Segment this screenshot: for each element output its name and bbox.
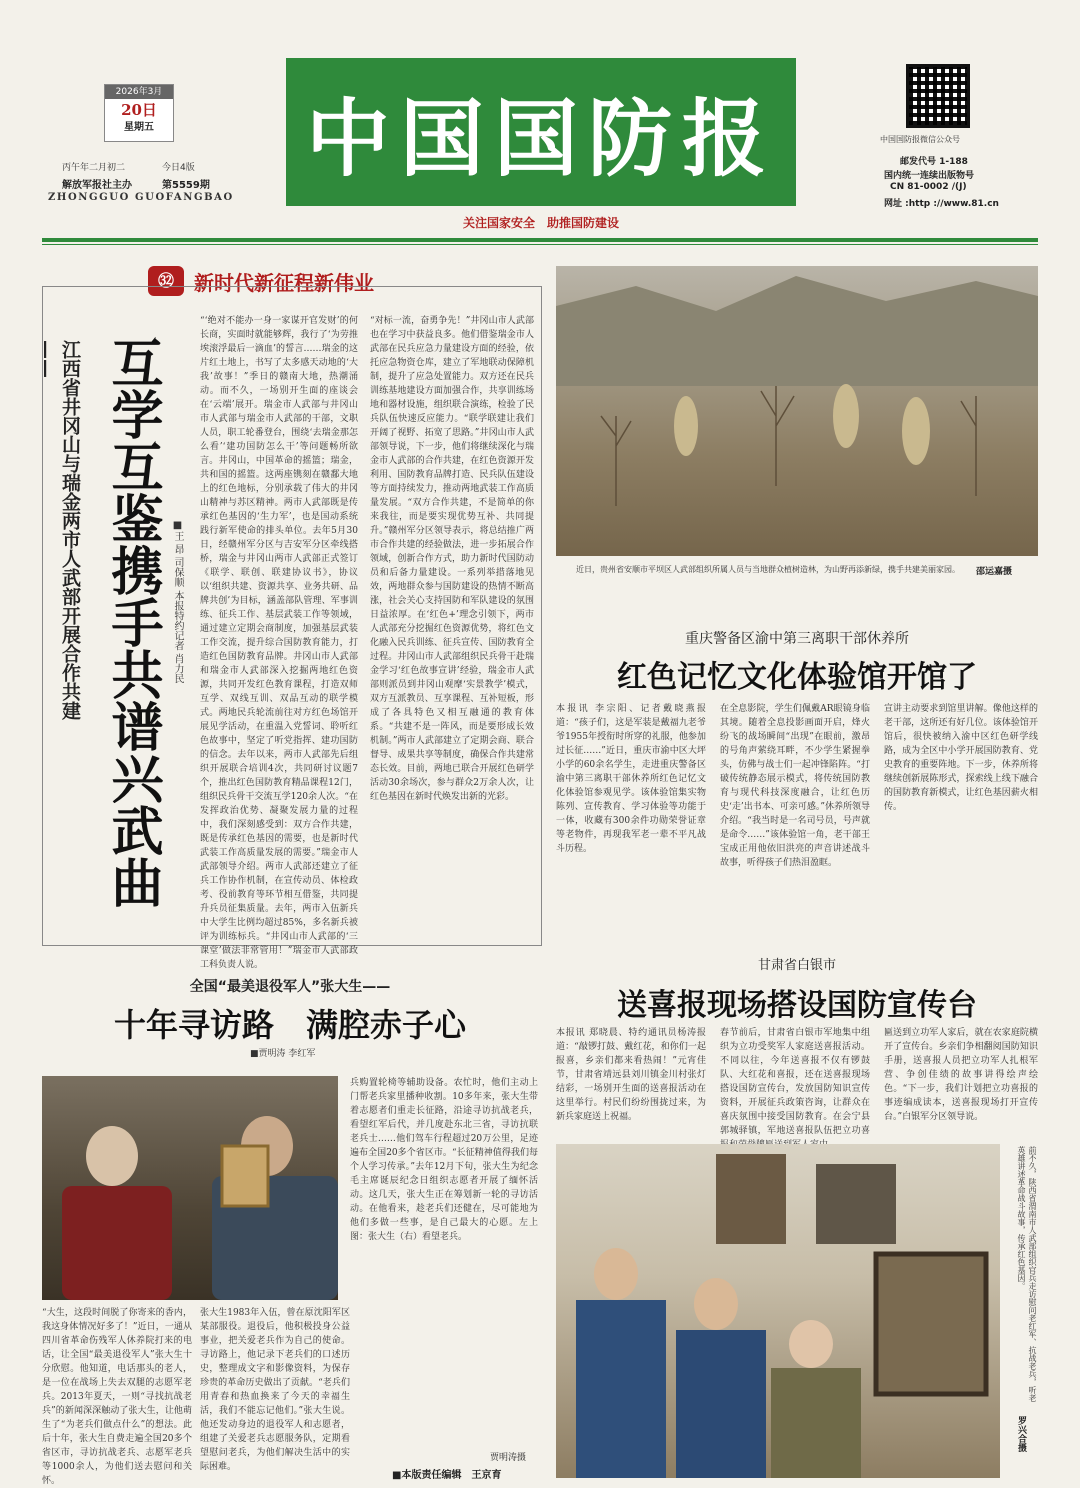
story2-kicker: 重庆警备区渝中第三离职干部休养所 bbox=[685, 631, 909, 647]
weekday: 星期五 bbox=[124, 122, 154, 133]
story2-column-3: 宣讲主动要求到馆里讲解。像他这样的老干部，这所还有好几位。该体验馆开馆后，很快被纳入渝中区红色研学线路，成为全区中小学开展国防教育、党史教育的重要阵地。下一步，休养所将继续创新展陈形式，探索线上线下融合的国防教育新模式，让红色基因薪火相传。 bbox=[884, 704, 1038, 812]
pinyin-title: ZHONGGUO GUOFANGBAO bbox=[48, 192, 234, 203]
page-count: 今日4版 bbox=[162, 163, 195, 173]
photo1-caption: 近日，贵州省安顺市平坝区人武部组织所属人员与当地群众植树造林，为山野再添新绿，携手共建美丽家园。 bbox=[576, 565, 960, 574]
story3-headline: 十年寻访路 满腔赤子心 bbox=[113, 1006, 466, 1044]
masthead-divider-thin bbox=[42, 244, 1038, 245]
story4-column-3: 匾送到立功军人家后，就在农家庭院横开了宣传台。乡亲们争相翻阅国防知识手册，送喜报人员把立功军人扎根军营、争创佳绩的故事讲得绘声绘色。“下一步，我们计划把立功喜报的事迹编成读本，送喜报现场打开宣传台。”白银军分区领导说。 bbox=[884, 1028, 1038, 1122]
qr-caption: 中国国防报微信公众号 bbox=[880, 135, 960, 144]
visit-illustration bbox=[556, 1144, 1000, 1478]
tree-planting-illustration bbox=[556, 266, 1038, 584]
lead-column-1: “‘绝对不能办一身一家谋开官发财’的何长商，实面时就能够辉，我行了‘为劳推埃滚浮最后一滴血’的誓言……瑞金的这片红土地上，书写了太多感天动地的‘大我’故事！”季日的赣南大地，热潮涌动。而不久，一场别开生面的座谈会在‘云端’展开。瑞金市人武部与井冈山市人武部与瑞金市人武部的干部，文职人员，职工轮番登台，围绕‘去瑞金那怎么看’‘建功国防怎么干’等问题畅所欲言。井冈山，中国革命的摇篮；瑞金，共和国的摇篮。这两座镌刻在赣鄱大地上的红色地标，分别承载了伟大的井冈山精神与苏区精神。两市人武部既是传承红色基因的‘生力军’，也是国动系统践行新军使命的排头单位。去年5月30日，经赣州军分区与吉安军分区牵线搭桥，瑞金与井冈山两市人武部正式签订《联学、联创、联建协议书》，协议以‘组织共建、资源共享、业务共研、品牌共创’为目标，涵盖部队管理、军事训练、征兵工作、基层武装工作等领域，通过建立定期会商制度，加强基层武装工作交流，提升综合国防教育能力，打造红色国防教育品牌。井冈山市人武部和瑞金市人武部深入挖掘两地红色资源，共同开发红色教育课程，打造双师互学、双线互训、双品互动的联学模式。两地民兵轮流前往对方红色场馆开展见学活动，在重温入党誓词、聆听红色故事中，坚定了听党指挥、建功国防的信念。去年以来，两市人武部先后组织开展联合培训4次，共同研讨议题7个，推出红色国防教育精品课程12门，组织民兵骨干交流互学120余人次。“在发挥政治优势、凝聚发展力量的过程中，我们深刻感受到：双方合作共建，既是传承红色基因的需要，也是新时代武装工作高质量发展的需要。”瑞金市人武部领导介绍。两市人武部还建立了征兵工作协作机制，在宣传动员、体检政考、役前教育等环节相互借鉴，共同提升兵员征集质量。去年，两市入伍新兵中大学生比例均超过85%，多名新兵被评为训练标兵。“井冈山市人武部的‘三课堂’做法非常管用！”瑞金市人武部政工科负责人说。 bbox=[200, 316, 358, 970]
story4-column-2: 春节前后，甘肃省白银市军地集中组织为立功受奖军人家庭送喜报活动。不同以往，今年送喜报不仅有锣鼓队、大红花和喜报，还在送喜报现场搭设国防宣传台，发放国防知识宣传资料，开展征兵政策咨询，让群众在喜庆氛围中接受国防教育。在会宁县郭城驿镇，军地送喜报队伍把立功喜 bbox=[720, 1028, 870, 1136]
lead-byline: ■王 昂 司保顺 本报特约记者 肖力民 bbox=[172, 520, 183, 684]
veteran-photo bbox=[42, 1076, 338, 1300]
lead-headline: 互学互鉴携手共谱兴武曲 bbox=[102, 336, 162, 908]
website[interactable]: 网址 :http ://www.81.cn bbox=[884, 199, 999, 209]
issn-label: 国内统一连续出版物号 bbox=[884, 171, 975, 181]
story2-column-1: 本报讯 李宗阳、记者戴晓燕报道：“孩子们，这是军装是戴福九老爷爷1955年授衔时所穿的礼服，他参加过长征……”近日，重庆市渝中区大坪小学的60余名学生，走进重庆警备区渝中第三离职干部休养所红色记忆文化体验馆参观见学。该体验馆集实物陈列、宣传教育、学习体验等功能于一体，收藏有300余件功勋荣誉证章等老物件，再现我军老一辈不平凡战斗历程。 bbox=[556, 704, 706, 854]
date-day: 20日 bbox=[121, 101, 157, 119]
story3-byline: ■贾明涛 李红军 bbox=[250, 1049, 316, 1059]
story3-column-3: 兵购置轮椅等辅助设备。农忙时，他们主动上门帮老兵家里播种收割。10多年来，张大生带着志愿者们重走长征路，沿途寻访抗战老兵，看望红军后代，并几度赴东北三省，寻访抗联老兵士……他们驾车行程超过20万公里，足迹遍布全国20多个省区市。“长征精神值得我们每个人学习传承。”去年12月下旬，张大生为纪念毛主席诞辰纪念日组织志愿者开展了缅怀活动。这几天，张大生正在筹划新一轮的寻访活动。在他看来，趁老兵们还健在，尽可能地为他们多做一些事，是自己最大的心愿。左上图：张大生（右）看望老兵。 bbox=[350, 1078, 538, 1242]
lunar-date: 丙午年二月初二 bbox=[62, 163, 126, 173]
slogan: 关注国家安全 助推国防建设 bbox=[462, 216, 619, 230]
story2-column-2: 在全息影院，学生们佩戴AR眼镜身临其境。随着全息投影画面开启，烽火纷飞的战场瞬间“出现”在眼前，激昂的号角声萦绕耳畔，不少学生紧握拳头，仿佛与战士们一起冲锋陷阵。“打破传统静态展示模式，将传统国防教育与现代科技深度融合，让红色历史‘走’出书本、可亲可感。”休养所领导介绍。“我当时是一名司号员，号声就是命令……”该体验馆一角，老干部王宝成正用他依旧洪亮的声音讲述战斗故事，听得孩子们热泪盈眶。 bbox=[720, 704, 870, 868]
series-tag-icon: ㉜ bbox=[148, 266, 184, 296]
newspaper-title: 中国国防报 bbox=[305, 88, 776, 188]
series-tag-text: 新时代新征程新伟业 bbox=[194, 270, 374, 295]
qr-code[interactable] bbox=[906, 64, 970, 128]
issue-number: 第5559期 bbox=[162, 180, 210, 191]
story3-kicker: 全国“最美退役军人”张大生—— bbox=[189, 979, 391, 995]
story2-headline: 红色记忆文化体验馆开馆了 bbox=[617, 660, 977, 695]
tree-planting-photo bbox=[556, 266, 1038, 584]
date-year-month: 2026年3月 bbox=[105, 85, 173, 99]
page-editor: ■本版责任编辑 王京育 bbox=[392, 1470, 502, 1481]
masthead-divider bbox=[42, 238, 1038, 242]
lead-column-3: “对标一流，奋勇争先！”井冈山市人武部也在学习中获益良多。他们借鉴瑞金市人武部在民兵应急力量建设方面的经验，依托应急物资仓库，建立了军地联动保障机制，提升了应急处置能力。双方还在民兵训练基地建设方面加强合作，共享训练场地和器材设施，组织联合演练，检验了民兵队伍快速反应能力。“联学联建让我们开阔了视野、拓宽了思路。”井冈山市人武部领导说，下一步，他们将继续深化与瑞金市人武部的合作共建，在红色资源开发利用、国防教育品牌打造、民兵队伍建设等方面持续发力，推动两地武装工作高质量发展。“双方合作共建，不是简单的你来我往，而是要实现优势互补、共同提升。”赣州军分区领导表示，将总结推广两市合作共建的经验做法，进一步拓展合作领域，创新合作方式，助力新时代国防动员和后备力量建设。一系列举措落地见效，两地群众参与国防建设的热情不断高涨，社会关心支持国防和军队建设的氛围日益浓厚。在‘红色+’理念引领下，两市人武部充分挖掘红色资源优势，将红色文化融入民兵训练、征兵宣传、国防教育全过程。井冈山市人武部组织民兵骨干赴瑞金学习‘红色故事宣讲’经验，瑞金市人武部则派员到井冈山观摩‘实景教学’模式，双方互派教员、互享课程、互补短板，形成了各具特色又相互融通的教育体系。“共建不是一阵风，而是要形成长效机制。”两市人武部建立了定期会商、联合督导、成果共享等制度，确保合作共建常态长效。目前，两地已联合开展红色研学活动30余场次，参与群众2万余人次，让红色基因在新时代焕发出新的光彩。 bbox=[370, 316, 534, 802]
date-box bbox=[104, 84, 174, 142]
lead-subheadline: 江西省井冈山与瑞金两市人武部开展合作共建—— bbox=[35, 340, 81, 720]
story3-column-2: 张大生1983年入伍，曾在原沈阳军区某部服役。退役后，他积极投身公益事业，把关爱老兵作为自己的使命。寻访路上，他记录下老兵们的口述历史，整理成文字和影像资料，为保存珍贵的革命历史做出了贡献。“老兵们用青春和热血换来了今天的幸福生活，我们不能忘记他们。”张大生说。他还发动身边的退役军人和志愿者，组建了关爱老兵志愿服务队，定期看望慰问老兵，为他们解决生活中的实际困难。 bbox=[200, 1308, 350, 1472]
photo4-credit: 罗兴合摄 bbox=[1016, 1416, 1026, 1452]
photo1-credit: 邵运嘉摄 bbox=[976, 567, 1013, 577]
story4-headline: 送喜报现场搭设国防宣传台 bbox=[617, 988, 977, 1023]
story3-column-1: “大生，这段时间脱了你寄来的香内，我这身体情况好多了！”近日，一通从四川省革命伤残军人休养院打来的电话，让全国“最美退役军人”张大生十分欣慰。他知道，电话那头的老人，是一位在战场上失去双腿的志愿军老兵。2013年夏天，一则“寻找抗战老兵”的新闻深深触动了张大生，让他萌生了“为老兵们做点什么”的想法。此后十年，张大生自费走遍全国20多个省区市，寻访抗战老兵、志愿军老兵等1000余人，为他们送去慰问和关怀。 bbox=[42, 1308, 192, 1486]
story4-kicker: 甘肃省白银市 bbox=[757, 958, 836, 973]
postal-code: 邮发代号 1-188 bbox=[900, 157, 968, 167]
red-army-visit-photo bbox=[556, 1144, 1000, 1478]
masthead-banner bbox=[286, 58, 796, 206]
story4-column-1: 本报讯 郑晓晨、特约通讯员杨涛报道：“敲锣打鼓、戴红花，和你们一起报喜，乡亲们都来看热闹！”元宵佳节，甘肃省靖远县刘川镇金川村张灯结彩，一场别开生面的送喜报活动在这里举行。村民们纷纷围拢过来，为新兵家庭送上祝福。 bbox=[556, 1028, 706, 1122]
cn-number: CN 81-0002 /(J) bbox=[890, 182, 967, 192]
photo4-caption: 前不久，陕西省渭南市人武部组织官兵走访慰问老红军、抗战老兵，听老英雄讲述革命战斗故事，传承红色基因。 bbox=[1017, 1146, 1037, 1402]
veteran-illustration bbox=[42, 1076, 338, 1300]
story3-credit: 贾明涛摄 bbox=[490, 1453, 527, 1463]
publisher: 解放军报社主办 bbox=[62, 180, 132, 191]
